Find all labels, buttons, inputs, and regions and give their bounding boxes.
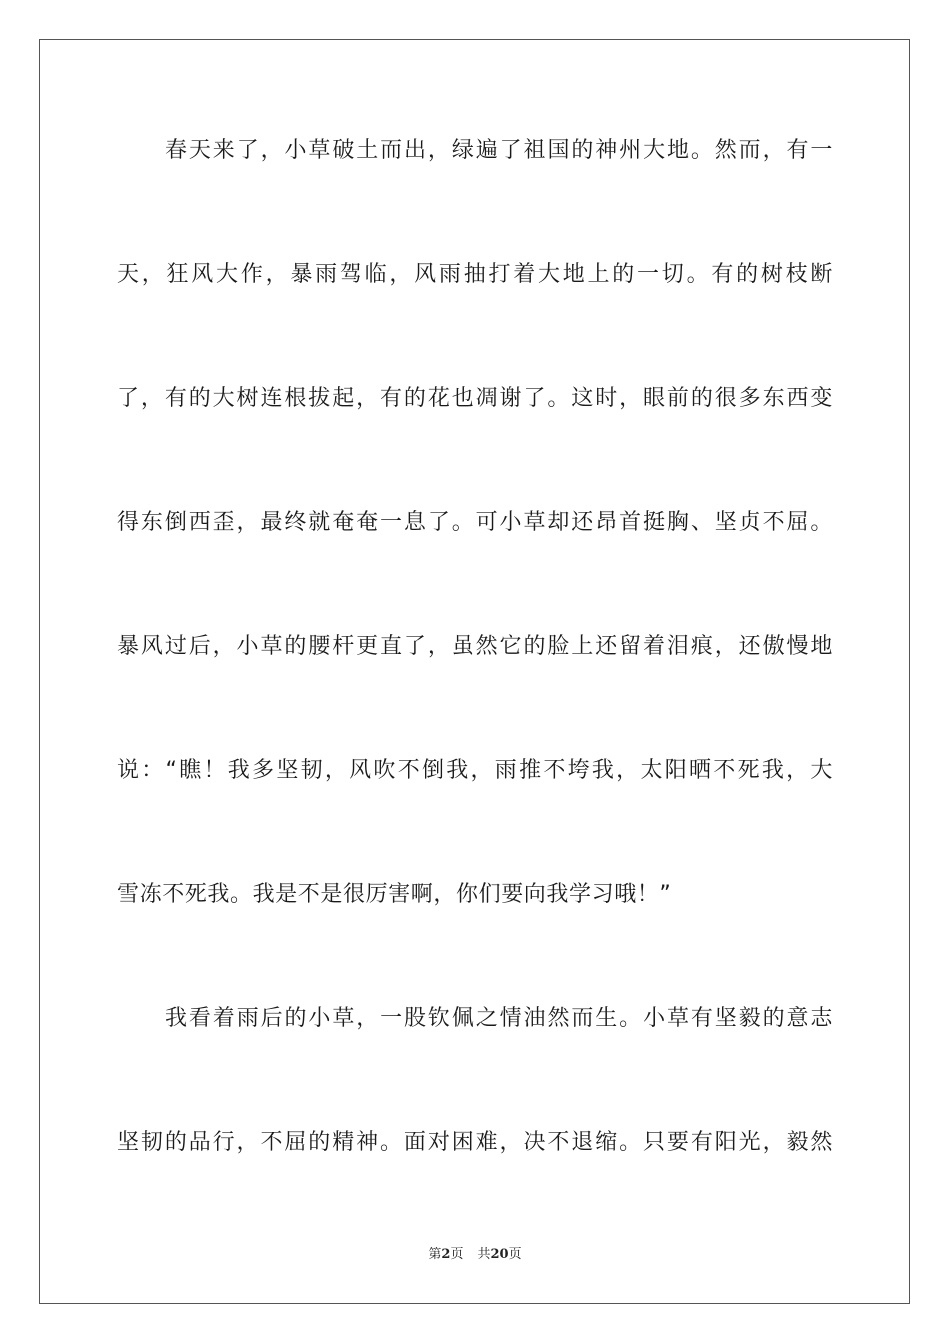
paragraph-1-line-6: 说：“瞧！我多坚韧，风吹不倒我，雨推不垮我，太阳晒不死我，大 (117, 758, 833, 783)
paragraph-2-line-2: 坚韧的品行，不屈的精神。面对困难，决不退缩。只要有阳光，毅然 (117, 1130, 833, 1155)
page-frame (39, 39, 910, 1304)
total-label-prefix: 共 (477, 1247, 491, 1262)
paragraph-1-line-7: 雪冻不死我。我是不是很厉害啊，你们要向我学习哦！” (117, 882, 672, 907)
current-page-number: 2 (441, 1247, 451, 1262)
page-footer (0, 1246, 950, 1264)
paragraph-1-line-5: 暴风过后，小草的腰杆更直了，虽然它的脸上还留着泪痕，还傲慢地 (117, 634, 833, 659)
paragraph-2-line-1: 我看着雨后的小草，一股钦佩之情油然而生。小草有坚毅的意志 (165, 1006, 833, 1031)
paragraph-1-line-1: 春天来了，小草破土而出，绿遍了祖国的神州大地。然而，有一 (165, 138, 833, 163)
paragraph-1-line-3: 了，有的大树连根拔起，有的花也凋谢了。这时，眼前的很多东西变 (117, 386, 833, 411)
paragraph-1-line-4: 得东倒西歪，最终就奄奄一息了。可小草却还昂首挺胸、坚贞不屈。 (117, 510, 833, 535)
page-label-suffix: 页 (450, 1247, 464, 1262)
total-label-suffix: 页 (508, 1247, 522, 1262)
total-page-count: 20 (490, 1247, 509, 1262)
paragraph-1-line-2: 天，狂风大作，暴雨驾临，风雨抽打着大地上的一切。有的树枝断 (117, 262, 833, 287)
page-label-prefix: 第 (428, 1247, 442, 1262)
